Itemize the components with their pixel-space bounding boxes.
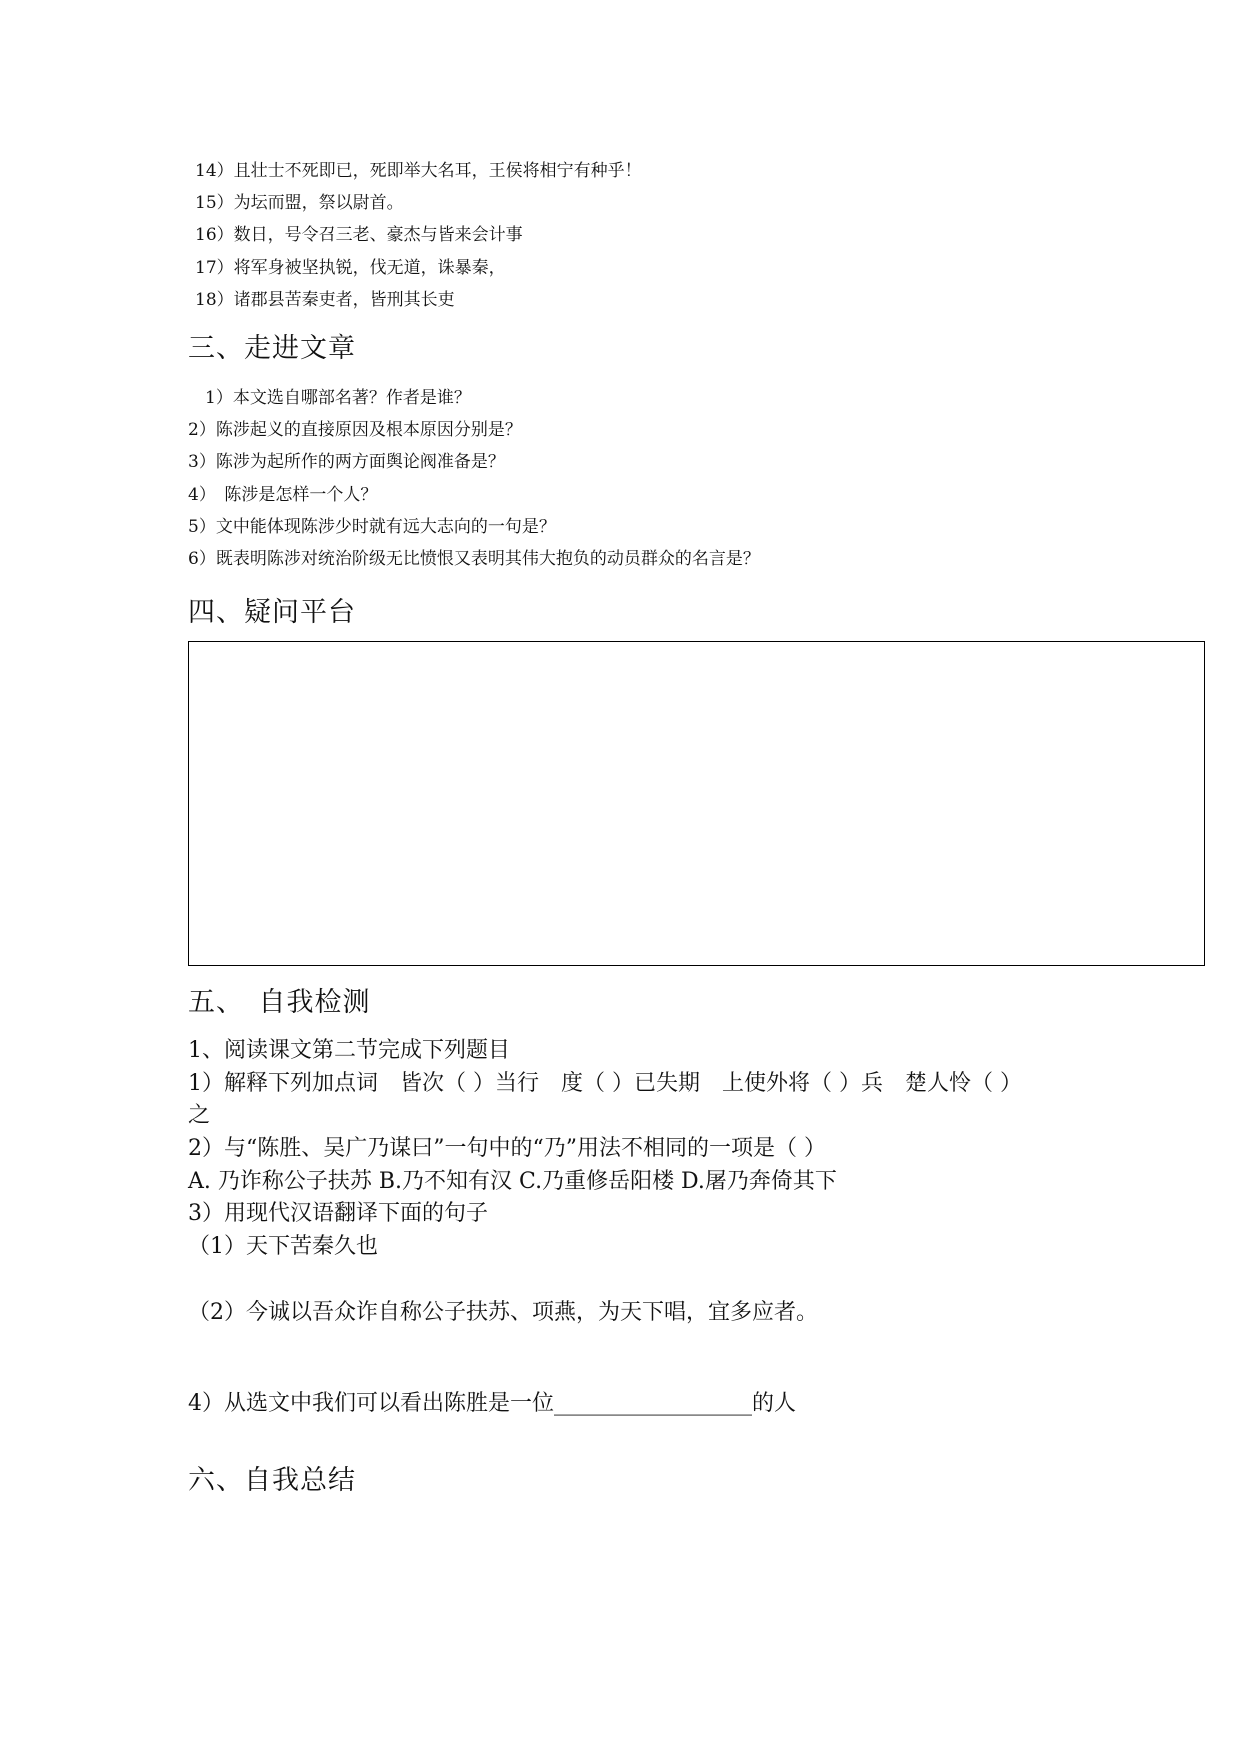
question-text: （1）天下苦秦久也 [188,1234,378,1259]
section-heading: 三、走进文章 [188,333,356,364]
question-text: （2）今诚以吾众诈自称公子扶苏、项燕，为天下唱，宜多应者。 [188,1300,818,1325]
question-text: 3）用现代汉语翻译下面的句子 [188,1201,488,1226]
section-heading: 六、自我总结 [188,1465,356,1496]
list-item: 16）数日，号令召三老、豪杰与皆来会计事 [195,225,523,245]
section-heading: 四、疑问平台 [188,597,356,628]
question-box[interactable] [188,641,1205,966]
list-item: 15）为坛而盟，祭以尉首。 [195,193,404,213]
question-options: A. 乃诈称公子扶苏 B.乃不知有汉 C.乃重修岳阳楼 D.屠乃奔倚其下 [188,1169,837,1194]
question-text: 4）从选文中我们可以看出陈胜是一位__________________的人 [188,1391,796,1416]
question-title: 1、阅读课文第二节完成下列题目 [188,1038,510,1063]
list-item: 1）本文选自哪部名著？作者是谁？ [205,388,471,408]
list-item: 18）诸郡县苦秦吏者，皆刑其长吏 [195,290,455,310]
list-item: 17）将军身被坚执锐，伐无道，诛暴秦， [195,258,506,278]
question-text: 1）解释下列加点词 皆次（ ）当行 度（ ）已失期 上使外将（ ）兵 楚人怜（ ） [188,1071,1022,1096]
list-item: 6）既表明陈涉对统治阶级无比愤恨又表明其伟大抱负的动员群众的名言是？ [188,549,760,569]
list-item: 5）文中能体现陈涉少时就有远大志向的一句是？ [188,517,556,537]
list-item: 2）陈涉起义的直接原因及根本原因分别是？ [188,420,522,440]
list-item: 4） 陈涉是怎样一个人？ [188,485,378,505]
question-text: 2）与“陈胜、吴广乃谋曰”一句中的“乃”用法不相同的一项是（ ） [188,1136,826,1161]
list-item: 3）陈涉为起所作的两方面舆论阀准备是？ [188,452,505,472]
section-heading: 五、 自我检测 [188,987,371,1018]
question-text: 之 [188,1103,211,1128]
list-item: 14）且壮士不死即已，死即举大名耳，王侯将相宁有种乎！ [195,161,642,181]
